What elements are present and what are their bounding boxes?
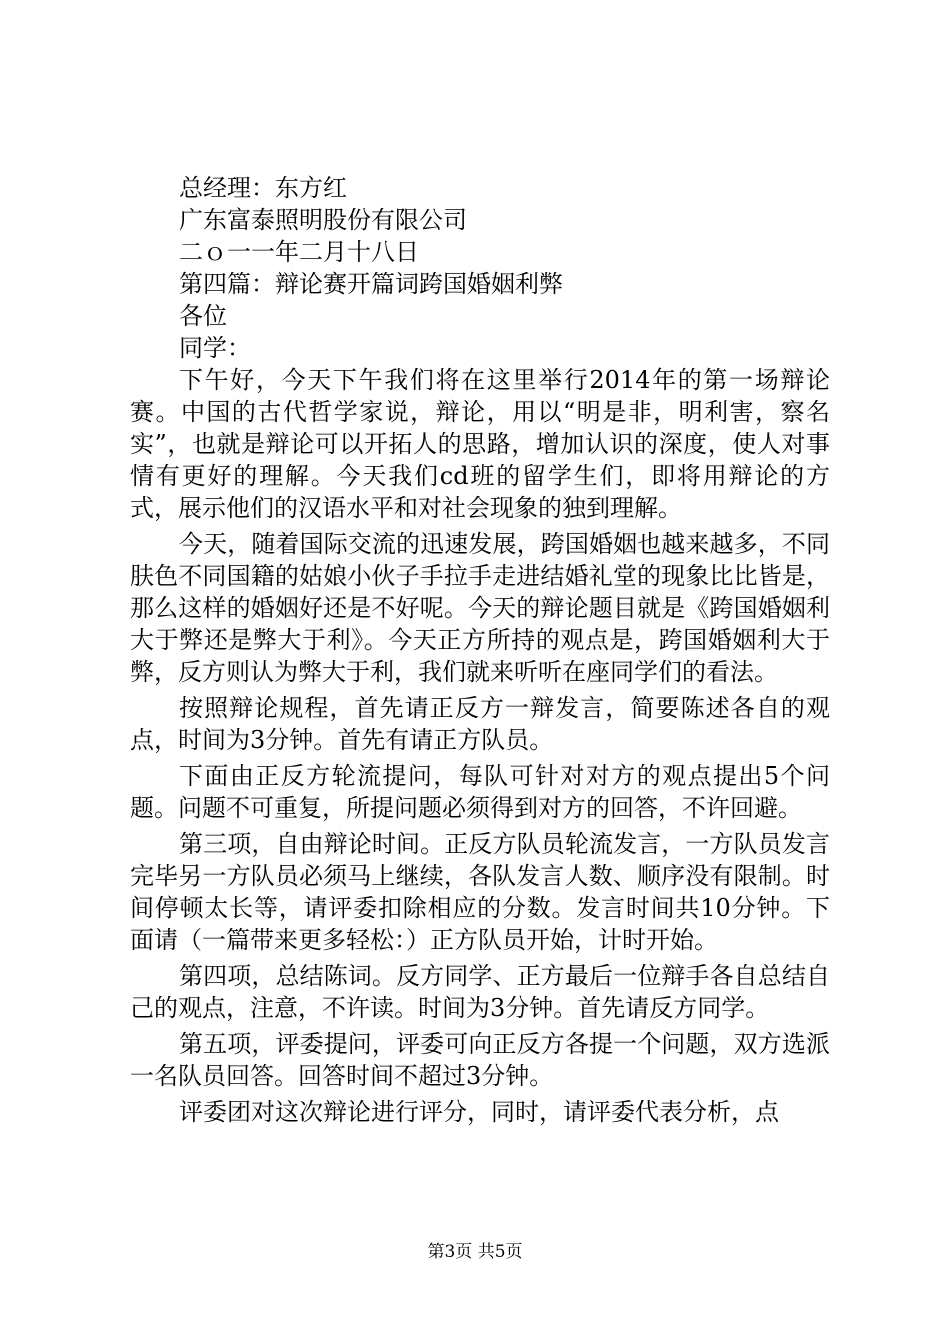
paragraph-6: 第四项，总结陈词。反方同学、正方最后一位辩手各自总结自己的观点，注意，不许读。时间为3分钟。首先请反方同学。 (130, 962, 830, 1022)
paragraph-1: 下午好，今天下午我们将在这里举行2014年的第一场辩论赛。中国的古代哲学家说，辩论，用以“明是非，明利害，察名实”，也就是辩论可以开拓人的思路，增加认识的深度，使人对事情有更好的理解。今天我们cd班的留学生们，即将用辩论的方式，展示他们的汉语水平和对社会现象的独到理解。 (130, 366, 830, 522)
salutation-line-2: 同学： (179, 334, 251, 362)
company-name: 广东富泰照明股份有限公司 (179, 206, 467, 234)
paragraph-8: 评委团对这次辩论进行评分，同时，请评委代表分析，点 (179, 1098, 779, 1126)
salutation-line-1: 各位 (179, 302, 227, 330)
date-line: 二ｏ一一年二月十八日 (179, 238, 419, 266)
paragraph-7: 第五项，评委提问，评委可向正反方各提一个问题，双方选派一名队员回答。回答时间不超过3分钟。 (130, 1030, 830, 1090)
paragraph-4: 下面由正反方轮流提问，每队可针对对方的观点提出5个问题。问题不可重复，所提问题必须得到对方的回答，不许回避。 (130, 762, 830, 822)
page-footer: 第3页 共5页 (427, 1242, 523, 1262)
paragraph-2: 今天，随着国际交流的迅速发展，跨国婚姻也越来越多，不同肤色不同国籍的姑娘小伙子手拉手走进结婚礼堂的现象比比皆是，那么这样的婚姻好还是不好呢。今天的辩论题目就是《跨国婚姻利大于弊还是弊大于利》。今天正方所持的观点是，跨国婚姻利大于弊，反方则认为弊大于利，我们就来听听在座同学们的看法。 (130, 530, 830, 686)
document-body (130, 172, 830, 1128)
signature-title: 总经理：东方红 (179, 174, 347, 202)
section-heading: 第四篇：辩论赛开篇词跨国婚姻利弊 (179, 270, 563, 298)
paragraph-5: 第三项，自由辩论时间。正反方队员轮流发言，一方队员发言完毕另一方队员必须马上继续，各队发言人数、顺序没有限制。时间停顿太长等，请评委扣除相应的分数。发言时间共10分钟。下面请（一篇带来更多轻松：）正方队员开始，计时开始。 (130, 830, 830, 954)
paragraph-3: 按照辩论规程，首先请正反方一辩发言，简要陈述各自的观点，时间为3分钟。首先有请正方队员。 (130, 694, 830, 754)
